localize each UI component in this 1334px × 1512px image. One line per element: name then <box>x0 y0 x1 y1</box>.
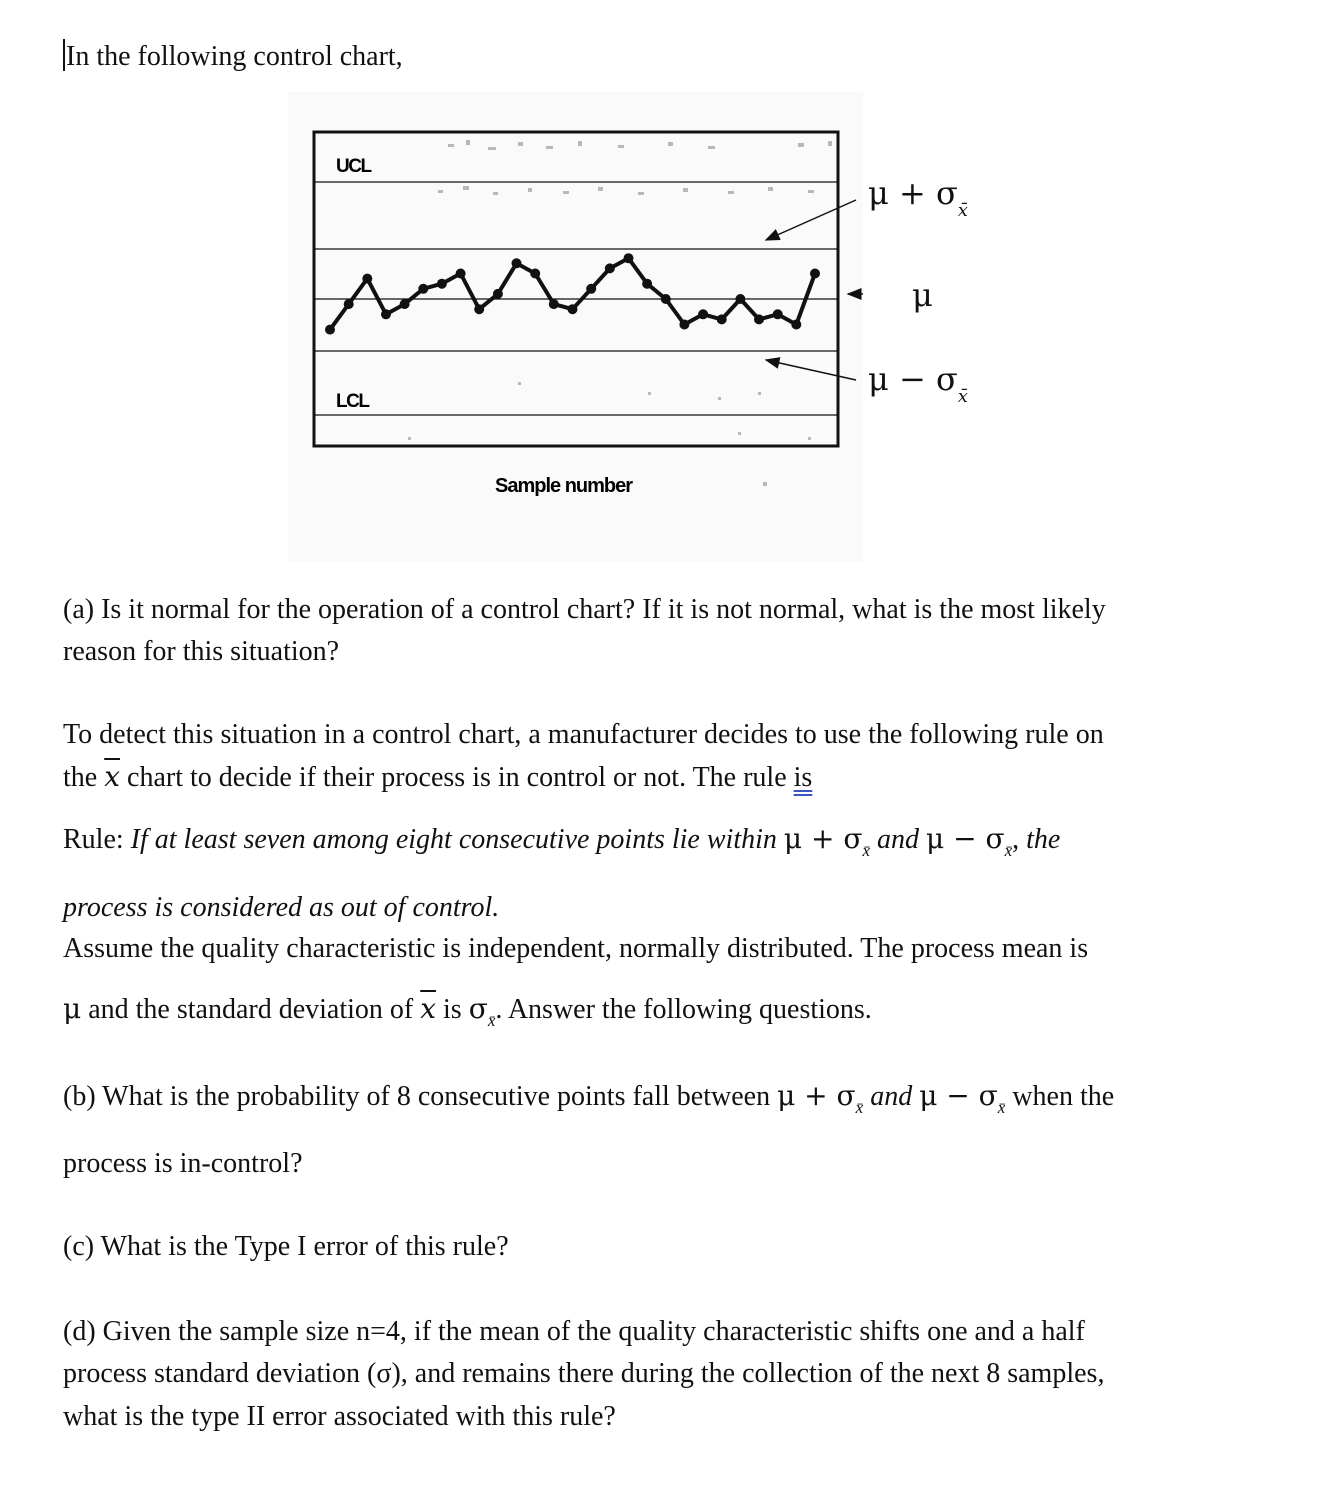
part-d-line1: (d) Given the sample size n=4, if the mean of the quality characteristic shifts one and a half <box>63 1316 1085 1347</box>
ucl-label: UCL <box>336 156 371 177</box>
center-label: μ <box>912 276 933 314</box>
data-point-6 <box>418 284 428 294</box>
data-point-21 <box>698 309 708 319</box>
data-point-13 <box>549 299 559 309</box>
data-point-7 <box>437 279 447 289</box>
data-point-17 <box>624 253 634 263</box>
data-point-8 <box>456 269 466 279</box>
data-point-14 <box>568 304 578 314</box>
lcl-label: LCL <box>336 391 369 412</box>
assume-line1: Assume the quality characteristic is independent, normally distributed. The process mean is <box>63 933 1089 964</box>
data-point-15 <box>586 284 596 294</box>
data-point-3 <box>362 274 372 284</box>
data-point-2 <box>344 299 354 309</box>
rule-line1: Rule: If at least seven among eight consecutive points lie within $\mu + \sigma_{x̄}$ and $\mu - \sigma_{x̄}$, the <box>63 822 1061 860</box>
data-point-11 <box>512 258 522 268</box>
part-a-line2: reason for this situation? <box>63 636 340 667</box>
data-point-22 <box>717 314 727 324</box>
data-point-9 <box>474 304 484 314</box>
assume-line2: μ and the standard deviation of $\overline{x}$ is $\sigma_{x̄}$. Answer the following questions. <box>63 992 872 1030</box>
data-point-19 <box>661 294 671 304</box>
data-point-12 <box>530 269 540 279</box>
part-b-line2: process is in-control? <box>63 1148 303 1179</box>
part-b-line1: (b) What is the probability of 8 consecutive points fall between $\mu + \sigma_{x̄}$ and $\mu - \sigma_{x̄}$ when the <box>63 1079 1115 1117</box>
data-point-25 <box>773 309 783 319</box>
data-point-27 <box>810 269 820 279</box>
detect-line2: the $\overline{x}$ chart to decide if their process is in control or not. The rule is <box>63 760 813 793</box>
rule-is-word: is <box>793 762 813 793</box>
part-d-line2: process standard deviation (σ), and remains there during the collection of the next 8 samples, <box>63 1358 1105 1389</box>
upper-sigma-label: $\mu + \sigma_{x̄}$ <box>868 174 968 221</box>
x-axis-label: Sample number <box>495 475 633 497</box>
lower-sigma-label: $\mu - \sigma_{x̄}$ <box>868 360 968 407</box>
data-point-10 <box>493 289 503 299</box>
part-a-line1: (a) Is it normal for the operation of a control chart? If it is not normal, what is the most likely <box>63 594 1106 625</box>
data-point-16 <box>605 263 615 273</box>
data-point-26 <box>791 320 801 330</box>
part-c: (c) What is the Type I error of this rule? <box>63 1231 509 1262</box>
data-point-5 <box>400 299 410 309</box>
intro-text: In the following control chart, <box>63 36 403 78</box>
control-chart <box>288 92 863 562</box>
data-point-23 <box>735 294 745 304</box>
data-point-1 <box>325 325 335 335</box>
data-point-24 <box>754 314 764 324</box>
data-point-18 <box>642 279 652 289</box>
data-point-4 <box>381 309 391 319</box>
data-point-20 <box>679 320 689 330</box>
part-d-line3: what is the type II error associated with this rule? <box>63 1401 616 1432</box>
detect-line1: To detect this situation in a control chart, a manufacturer decides to use the following rule on <box>63 719 1104 750</box>
text-cursor <box>63 39 65 71</box>
rule-line2: process is considered as out of control. <box>63 892 500 923</box>
